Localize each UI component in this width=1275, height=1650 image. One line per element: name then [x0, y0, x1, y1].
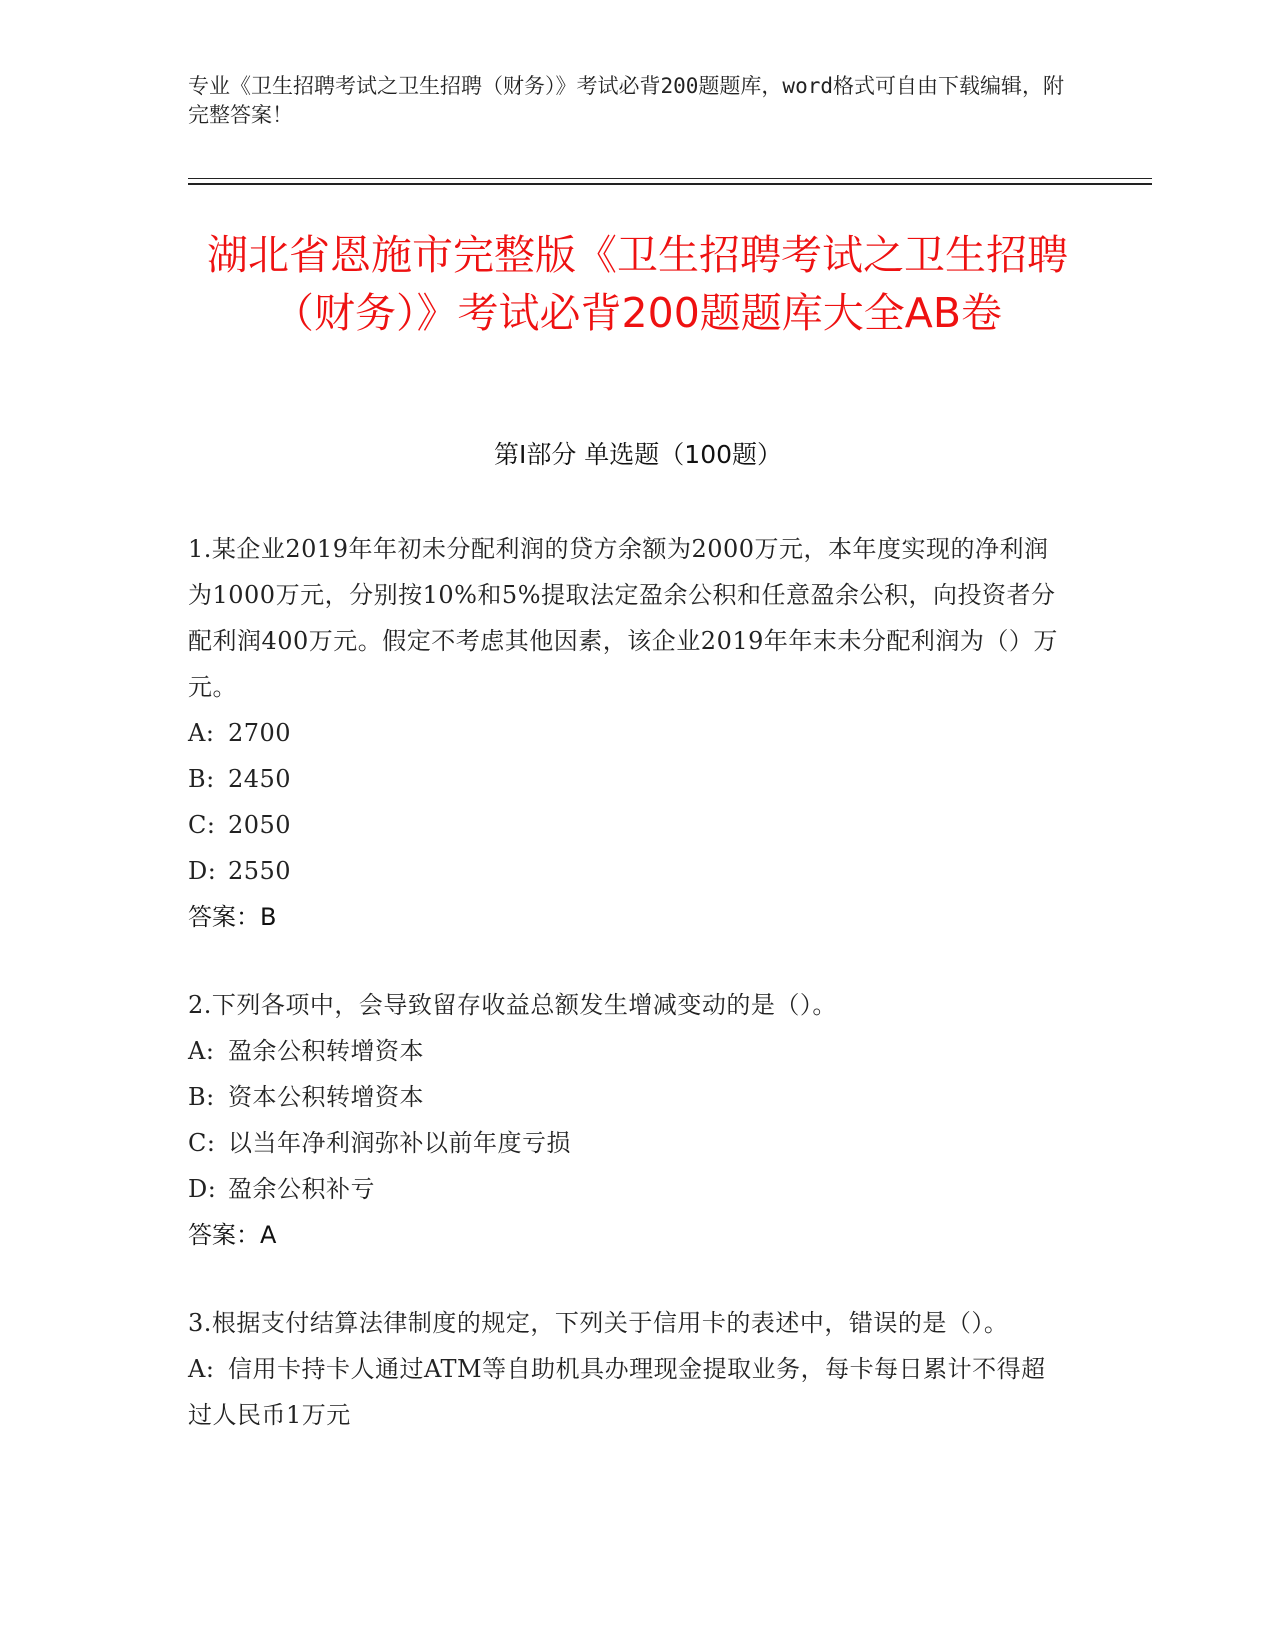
answer-line: 答案：A — [188, 1221, 277, 1249]
question-3 — [188, 1300, 1068, 1438]
option-c — [188, 1120, 1068, 1166]
option-letter: D: — [188, 1175, 217, 1203]
option-text: 2700 — [228, 719, 292, 747]
option-a — [188, 1028, 1068, 1074]
header-divider-thick — [188, 183, 1152, 185]
answer-line: 答案：B — [188, 903, 277, 931]
option-b — [188, 756, 1068, 802]
option-letter: C: — [188, 811, 216, 839]
option-text: 2550 — [228, 857, 292, 885]
question-text: 2.下列各项中，会导致留存收益总额发生增减变动的是（）。 — [188, 991, 837, 1019]
option-letter: D: — [188, 857, 217, 885]
option-text: 信用卡持卡人通过ATM等自助机具办理现金提取业务，每卡每日累计不得超过人民币1万元 — [188, 1355, 1046, 1429]
document-title: 湖北省恩施市完整版《卫生招聘考试之卫生招聘（财务）》考试必背200题题库大全AB卷 — [207, 231, 1068, 337]
option-c — [188, 802, 1068, 848]
option-b — [188, 1074, 1068, 1120]
option-a — [188, 710, 1068, 756]
question-list — [188, 526, 1068, 1480]
option-d — [188, 1166, 1068, 1212]
option-d — [188, 848, 1068, 894]
header-note: 专业《卫生招聘考试之卫生招聘（财务）》考试必背200题题库，word格式可自由下载编辑，附完整答案！ — [188, 74, 1064, 127]
option-text: 2050 — [228, 811, 292, 839]
question-text: 1.某企业2019年年初未分配利润的贷方余额为2000万元，本年度实现的净利润为1000万元，分别按10%和5%提取法定盈余公积和任意盈余公积，向投资者分配利润400万元。假定不考虑其他因素，该企业2019年年末未分配利润为（）万元。 — [188, 535, 1058, 701]
option-text: 以当年净利润弥补以前年度亏损 — [228, 1129, 571, 1157]
option-letter: C: — [188, 1129, 216, 1157]
option-a — [188, 1346, 1068, 1438]
option-letter: B: — [188, 1083, 215, 1111]
option-letter: A: — [188, 1037, 215, 1065]
header-divider-thin — [188, 178, 1152, 179]
option-text: 资本公积转增资本 — [228, 1083, 424, 1111]
question-text: 3.根据支付结算法律制度的规定，下列关于信用卡的表述中，错误的是（）。 — [188, 1309, 1009, 1337]
section-title: 第I部分 单选题（100题） — [493, 440, 783, 469]
option-text: 2450 — [228, 765, 292, 793]
option-letter: A: — [188, 1355, 215, 1383]
option-text: 盈余公积补亏 — [228, 1175, 375, 1203]
option-letter: A: — [188, 719, 215, 747]
question-2 — [188, 982, 1068, 1258]
option-letter: B: — [188, 765, 215, 793]
option-text: 盈余公积转增资本 — [228, 1037, 424, 1065]
question-1 — [188, 526, 1068, 940]
